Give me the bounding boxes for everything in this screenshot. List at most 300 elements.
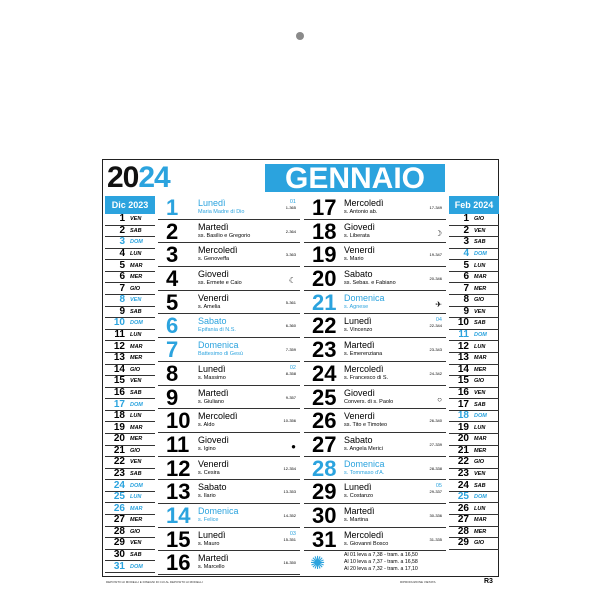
day-row: [158, 338, 300, 362]
day-of-year: 20-346: [429, 276, 442, 282]
mini-day-number: 28: [113, 525, 125, 537]
day-number: 28: [312, 455, 337, 481]
mini-weekday: VEN: [474, 471, 486, 477]
day-row: [304, 528, 446, 552]
saint-name: ss. Sebas. e Fabiano: [344, 280, 396, 287]
mini-day-number: 17: [457, 398, 469, 410]
saint-name: s. Amelia: [198, 303, 221, 310]
saint-name: s. Igino: [198, 445, 216, 452]
day-row: [158, 551, 300, 575]
mini-day-number: 7: [463, 282, 469, 294]
day-number: 15: [166, 526, 191, 552]
saint-name: Battesimo di Gesù: [198, 351, 243, 358]
weekday-name: Martedì: [344, 340, 375, 351]
weekday-name: Mercoledì: [198, 245, 238, 256]
mini-weekday: DOM: [130, 239, 143, 246]
day-row: [304, 386, 446, 410]
mini-day-number: 25: [457, 491, 469, 503]
mini-weekday: GIO: [130, 366, 141, 373]
mini-day-row: [449, 480, 499, 492]
mini-day-number: 9: [119, 305, 125, 317]
mini-day-number: 8: [119, 294, 125, 306]
mini-day-row: [105, 480, 155, 492]
saint-name: s. Antonio ab.: [344, 209, 378, 215]
weekday-name: Sabato: [344, 269, 373, 280]
weekday-name: Venerdì: [344, 411, 376, 422]
day-number: 22: [312, 313, 337, 339]
weekday-name: Lunedì: [198, 363, 226, 374]
mini-weekday: MER: [130, 517, 143, 524]
mini-day-row: [449, 376, 499, 388]
day-number: 25: [312, 384, 337, 410]
day-row: [304, 338, 446, 362]
mini-weekday: DOM: [130, 320, 143, 327]
mini-weekday: MAR: [130, 262, 143, 269]
saint-name: s. Agnese: [344, 303, 369, 310]
weekday-name: Mercoledì: [344, 363, 384, 374]
saint-name: s. Mario: [344, 256, 364, 263]
weekday-name: Giovedì: [344, 387, 376, 398]
day-row: [158, 220, 300, 244]
weekday-name: Sabato: [198, 482, 227, 493]
mini-day-row: [105, 226, 155, 238]
mini-weekday: MER: [130, 436, 143, 443]
mini-day-number: 29: [113, 537, 125, 549]
mini-day-row: [105, 399, 155, 411]
mini-day-row: [449, 388, 499, 400]
mini-day-number: 19: [113, 421, 125, 433]
mini-day-row: [449, 469, 499, 481]
day-number: 3: [166, 242, 179, 268]
weekday-name: Lunedì: [344, 482, 372, 493]
day-number: 11: [166, 431, 190, 457]
mini-weekday: LUN: [130, 494, 142, 501]
mini-day-row: [449, 330, 499, 342]
day-of-year: 30-336: [429, 512, 442, 518]
month-title: GENNAIO: [265, 164, 445, 192]
day-number: 6: [166, 313, 179, 339]
day-row: [304, 409, 446, 433]
day-row: [158, 291, 300, 315]
mini-day-number: 8: [463, 294, 469, 306]
mini-day-row: [449, 307, 499, 319]
mini-day-number: 28: [457, 525, 469, 537]
saint-name: s. Tommaso d'A.: [344, 469, 385, 476]
mini-day-number: 27: [113, 514, 125, 526]
day-of-year: 24-342: [429, 370, 442, 376]
mini-day-row: [105, 538, 155, 550]
mini-day-row: [105, 434, 155, 446]
footer-note: DEPOSITO AI MODELLI E DISEGNI DI CUI AL DEPOSITO AI MODELLI: [106, 580, 203, 584]
day-number: 1: [166, 195, 179, 220]
prev-month-column: [105, 196, 155, 573]
mini-weekday: SAB: [130, 227, 142, 234]
mini-day-row: [105, 527, 155, 539]
mini-weekday: MER: [474, 528, 487, 535]
mini-day-number: 26: [113, 502, 125, 514]
weekday-name: Domenica: [344, 292, 385, 303]
mini-day-number: 22: [113, 456, 125, 468]
mini-day-number: 4: [119, 248, 125, 260]
mini-day-number: 31: [113, 560, 125, 572]
mini-weekday: SAB: [130, 552, 142, 559]
day-of-year: 15-351: [283, 536, 296, 542]
day-number: 19: [312, 242, 337, 268]
saint-name: s. Angela Merici: [344, 445, 383, 452]
day-of-year: 9-357: [285, 394, 296, 400]
weekday-name: Giovedì: [344, 221, 376, 232]
day-row: [304, 480, 446, 504]
day-number: 30: [312, 502, 337, 528]
saint-name: s. Aldo: [198, 422, 215, 429]
mini-day-row: [105, 341, 155, 353]
mini-day-number: 11: [458, 329, 469, 341]
mini-day-row: [105, 318, 155, 330]
mini-day-row: [105, 260, 155, 272]
saint-name: s. Francesco di S.: [344, 374, 389, 381]
weekday-name: Domenica: [198, 340, 239, 351]
mini-weekday: MER: [474, 285, 487, 292]
day-number: 13: [166, 479, 191, 505]
mini-weekday: GIO: [474, 297, 485, 304]
mini-day-row: [449, 226, 499, 238]
mini-day-number: 5: [463, 259, 469, 271]
mini-day-number: 22: [457, 456, 469, 468]
day-of-year: 7-359: [285, 347, 296, 353]
day-number: 17: [312, 195, 337, 220]
day-row: [304, 457, 446, 481]
mini-weekday: DOM: [474, 494, 487, 501]
sunrise-line: Al 20 leva a 7,32 - tram. a 17,10: [344, 566, 418, 573]
mini-day-row: [449, 411, 499, 423]
mini-day-number: 16: [457, 386, 469, 398]
saint-name: s. Martina: [344, 516, 369, 523]
day-of-year: 19-347: [429, 252, 442, 258]
mini-weekday: DOM: [474, 251, 487, 258]
mini-day-row: [105, 446, 155, 458]
saint-name: ss. Basilio e Gregorio: [198, 232, 251, 239]
weekday-name: Mercoledì: [198, 411, 238, 422]
mini-day-number: 24: [457, 479, 469, 491]
saint-name: s. Felice: [198, 516, 219, 523]
mini-weekday: LUN: [474, 262, 486, 269]
day-number: 12: [166, 455, 191, 481]
mini-day-number: 9: [463, 305, 469, 317]
week-number: 02: [289, 364, 296, 371]
day-of-year: 23-343: [429, 347, 442, 353]
mini-weekday: SAB: [474, 401, 486, 408]
mini-day-number: 14: [457, 363, 469, 375]
day-row: [304, 291, 446, 315]
day-of-year: 8-358: [285, 370, 296, 376]
mini-day-row: [449, 295, 499, 307]
day-of-year: 5-361: [285, 299, 296, 305]
day-row: [158, 314, 300, 338]
day-of-year: 17-349: [429, 205, 442, 210]
mini-day-row: [449, 249, 499, 261]
mini-weekday: LUN: [474, 424, 486, 431]
mini-weekday: GIO: [474, 216, 485, 223]
mini-day-number: 3: [119, 236, 125, 248]
mini-weekday: MAR: [130, 424, 143, 431]
day-row: [304, 433, 446, 457]
saint-name: s. Vincenzo: [344, 327, 373, 334]
day-number: 4: [166, 266, 179, 292]
mini-day-number: 19: [457, 421, 469, 433]
mini-day-number: 18: [457, 410, 469, 422]
mini-day-number: 1: [463, 213, 469, 225]
weekday-name: Sabato: [344, 434, 373, 445]
mini-weekday: LUN: [130, 251, 142, 258]
mini-day-row: [449, 538, 499, 550]
mini-day-row: [105, 469, 155, 481]
mini-day-row: [105, 457, 155, 469]
day-number: 31: [312, 526, 337, 552]
mini-weekday: DOM: [474, 413, 487, 420]
mini-day-number: 29: [457, 537, 469, 549]
day-row: [158, 480, 300, 504]
mini-day-number: 16: [113, 386, 125, 398]
day-of-year: 31-335: [429, 536, 442, 542]
mini-day-number: 10: [113, 317, 125, 329]
weekday-name: Lunedì: [198, 198, 226, 208]
mini-weekday: SAB: [130, 308, 142, 315]
day-of-year: 22-344: [429, 323, 442, 329]
year-label: 2024: [107, 161, 170, 194]
mini-weekday: SAB: [474, 239, 486, 246]
mini-day-row: [449, 527, 499, 539]
week-number: 03: [289, 530, 296, 537]
mini-weekday: VEN: [130, 216, 142, 223]
mini-day-number: 2: [463, 224, 469, 236]
mini-weekday: DOM: [130, 563, 143, 570]
mini-day-row: [105, 422, 155, 434]
mini-day-number: 23: [113, 468, 125, 479]
day-row: [304, 243, 446, 267]
saint-name: s. Giuliano: [198, 398, 224, 405]
mini-day-row: [105, 272, 155, 284]
mini-weekday: LUN: [130, 332, 142, 339]
mini-weekday: SAB: [474, 482, 486, 489]
moon-phase-icon: ☽: [434, 228, 442, 238]
mini-weekday: MER: [130, 274, 143, 281]
mini-day-number: 11: [114, 329, 125, 341]
mini-day-row: [449, 492, 499, 504]
mini-day-number: 7: [119, 282, 125, 294]
mini-day-number: 12: [457, 340, 469, 352]
mini-day-number: 26: [457, 502, 469, 514]
moon-phase-icon: ●: [291, 441, 296, 451]
day-of-year: 29-337: [429, 489, 442, 495]
mini-weekday: GIO: [130, 285, 141, 292]
mini-weekday: MAR: [474, 355, 487, 362]
weekday-name: Martedì: [198, 221, 229, 232]
day-number: 16: [166, 550, 191, 576]
saint-name: s. Giovanni Bosco: [344, 540, 389, 547]
moon-phase-icon: ○: [437, 394, 442, 404]
saint-name: Epifania di N.S.: [198, 327, 236, 334]
moon-phase-icon: ☾: [288, 276, 296, 286]
weekday-name: Martedì: [198, 553, 229, 564]
week-number: 05: [435, 483, 442, 490]
mini-day-row: [105, 307, 155, 319]
mini-day-row: [105, 353, 155, 365]
week-number: 01: [289, 199, 296, 205]
mini-day-row: [449, 434, 499, 446]
sunrise-line: Al 01 leva a 7,38 - tram. a 16,50: [344, 552, 418, 559]
day-row: [304, 314, 446, 338]
mini-day-row: [449, 353, 499, 365]
sunrise-info: [304, 551, 446, 575]
mini-weekday: SAB: [130, 471, 142, 477]
mini-day-row: [449, 341, 499, 353]
day-of-year: 3-363: [285, 252, 296, 258]
saint-name: s. Massimo: [198, 374, 226, 381]
day-of-year: 2-364: [285, 228, 296, 234]
mini-day-row: [105, 492, 155, 504]
mini-day-number: 17: [113, 398, 125, 410]
mini-day-row: [105, 550, 155, 562]
mini-weekday: MER: [474, 366, 487, 373]
saint-name: Maria Madre di Dio: [198, 209, 245, 215]
weekday-name: Mercoledì: [344, 529, 384, 540]
day-row: [158, 243, 300, 267]
day-number: 2: [166, 218, 179, 244]
mini-day-number: 12: [113, 340, 125, 352]
mini-day-row: [105, 237, 155, 249]
next-month-title: Feb 2024: [449, 196, 499, 214]
sun-icon: ✺: [310, 553, 326, 574]
mini-day-number: 4: [463, 248, 469, 260]
day-of-year: 10-356: [283, 418, 296, 424]
weekday-name: Lunedì: [344, 316, 372, 327]
saint-name: s. Emerenziana: [344, 351, 383, 358]
mini-day-row: [105, 503, 155, 515]
mini-day-row: [449, 237, 499, 249]
weekday-name: Giovedì: [198, 269, 230, 280]
mini-weekday: DOM: [130, 482, 143, 489]
day-row: [158, 196, 300, 220]
day-of-year: 12-354: [283, 465, 296, 471]
mini-weekday: VEN: [474, 389, 486, 396]
weekday-name: Venerdì: [198, 292, 230, 303]
day-number: 23: [312, 337, 337, 363]
weekday-name: Lunedì: [198, 529, 226, 540]
mini-day-number: 13: [457, 352, 469, 364]
day-of-year: 1-365: [285, 205, 296, 210]
day-of-year: 28-338: [429, 465, 442, 471]
day-number: 21: [312, 289, 337, 315]
mini-weekday: LUN: [474, 343, 486, 350]
saint-name: s. Mauro: [198, 540, 220, 547]
mini-weekday: DOM: [130, 401, 143, 408]
moon-phase-icon: ✈: [435, 299, 442, 309]
mini-weekday: GIO: [474, 459, 485, 466]
day-row: [158, 267, 300, 291]
day-number: 29: [312, 479, 337, 505]
mini-day-row: [449, 260, 499, 272]
prev-month-title: Dic 2023: [105, 196, 155, 214]
mini-day-row: [449, 272, 499, 284]
mini-day-number: 13: [113, 352, 125, 364]
saint-name: Convers. di s. Paolo: [344, 398, 394, 405]
mini-day-row: [105, 330, 155, 342]
mini-weekday: VEN: [474, 227, 486, 234]
mini-weekday: SAB: [130, 389, 142, 396]
day-of-year: 14-352: [283, 512, 296, 518]
mini-weekday: LUN: [130, 413, 142, 420]
week-number: 04: [435, 317, 442, 324]
mini-day-row: [449, 283, 499, 295]
mini-day-number: 25: [113, 491, 125, 503]
day-number: 27: [312, 431, 337, 457]
day-number: 24: [312, 360, 337, 386]
mini-day-row: [449, 446, 499, 458]
day-row: [304, 362, 446, 386]
day-number: 20: [312, 266, 337, 292]
weekday-name: Venerdì: [344, 245, 376, 256]
mini-day-number: 6: [119, 271, 125, 283]
mini-day-row: [105, 283, 155, 295]
mini-day-row: [449, 422, 499, 434]
mini-weekday: VEN: [130, 297, 142, 304]
calendar-sheet: [102, 159, 499, 577]
weekday-name: Martedì: [198, 387, 229, 398]
mini-weekday: MAR: [474, 517, 487, 524]
mini-day-number: 15: [113, 375, 125, 387]
mini-weekday: MAR: [474, 436, 487, 443]
day-of-year: 13-353: [283, 489, 296, 495]
day-row: [158, 457, 300, 481]
mini-day-number: 23: [457, 468, 469, 479]
mini-weekday: SAB: [474, 320, 486, 327]
mini-day-number: 14: [113, 363, 125, 375]
mini-day-number: 6: [463, 271, 469, 283]
day-row: [304, 504, 446, 528]
mini-day-row: [449, 457, 499, 469]
mini-day-row: [105, 365, 155, 377]
day-number: 8: [166, 360, 179, 386]
saint-name: s. Genoveffa: [198, 256, 230, 263]
hanging-hole: [296, 32, 304, 40]
mini-day-row: [105, 249, 155, 261]
day-row: [158, 433, 300, 457]
mini-weekday: DOM: [474, 332, 487, 339]
saint-name: s. Liberata: [344, 232, 370, 239]
mini-weekday: GIO: [474, 378, 485, 385]
days-column-2: [304, 196, 446, 575]
weekday-name: Domenica: [198, 505, 239, 516]
day-row: [304, 196, 446, 220]
footer-note-right: RIPRODUZIONE VIETATA: [400, 580, 436, 584]
mini-day-number: 5: [119, 259, 125, 271]
day-row: [158, 386, 300, 410]
day-number: 18: [312, 218, 337, 244]
mini-day-number: 10: [457, 317, 469, 329]
day-of-year: 6-360: [285, 323, 296, 329]
mini-weekday: VEN: [474, 308, 486, 315]
saint-name: ss. Tito e Timoteo: [344, 422, 388, 429]
mini-day-row: [449, 214, 499, 226]
mini-weekday: MAR: [474, 274, 487, 281]
mini-day-number: 27: [457, 514, 469, 526]
mini-weekday: MER: [130, 355, 143, 362]
mini-day-number: 18: [113, 410, 125, 422]
mini-weekday: VEN: [130, 378, 142, 385]
day-row: [304, 220, 446, 244]
day-number: 7: [166, 337, 179, 363]
mini-day-number: 1: [119, 213, 125, 225]
